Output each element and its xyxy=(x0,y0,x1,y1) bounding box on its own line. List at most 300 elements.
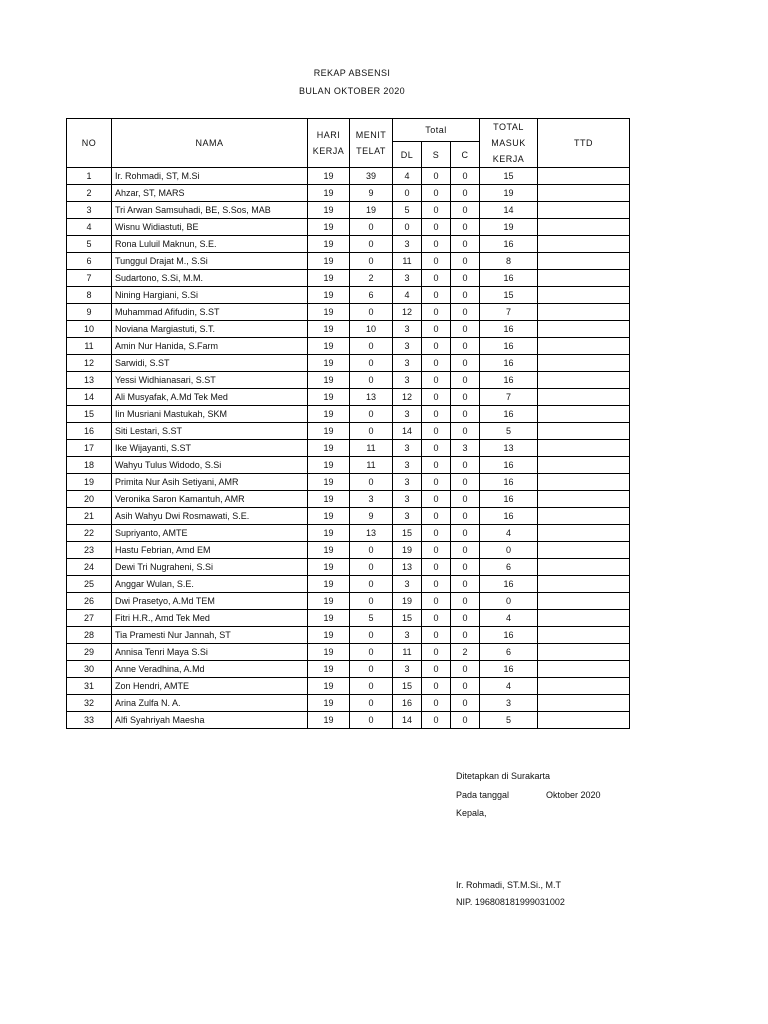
row-menit-telat: 11 xyxy=(350,440,393,457)
row-total-masuk: 15 xyxy=(480,168,538,185)
row-s: 0 xyxy=(422,372,451,389)
row-dl: 3 xyxy=(393,355,422,372)
row-c: 0 xyxy=(451,321,480,338)
row-dl: 19 xyxy=(393,542,422,559)
row-ttd xyxy=(538,644,630,661)
table-row xyxy=(67,695,630,712)
table-row xyxy=(67,406,630,423)
row-menit-telat: 2 xyxy=(350,270,393,287)
row-no: 10 xyxy=(67,321,112,338)
table-row xyxy=(67,338,630,355)
row-total-masuk: 13 xyxy=(480,440,538,457)
table-row xyxy=(67,389,630,406)
table-row xyxy=(67,457,630,474)
row-s: 0 xyxy=(422,389,451,406)
row-c: 0 xyxy=(451,491,480,508)
row-hari-kerja: 19 xyxy=(308,168,350,185)
header-c: C xyxy=(451,142,480,168)
row-s: 0 xyxy=(422,610,451,627)
row-no: 16 xyxy=(67,423,112,440)
row-c: 0 xyxy=(451,304,480,321)
row-no: 14 xyxy=(67,389,112,406)
row-s: 0 xyxy=(422,304,451,321)
row-s: 0 xyxy=(422,185,451,202)
row-dl: 4 xyxy=(393,287,422,304)
row-no: 17 xyxy=(67,440,112,457)
row-ttd xyxy=(538,559,630,576)
row-c: 0 xyxy=(451,610,480,627)
row-no: 32 xyxy=(67,695,112,712)
row-menit-telat: 0 xyxy=(350,219,393,236)
row-s: 0 xyxy=(422,474,451,491)
row-ttd xyxy=(538,440,630,457)
row-ttd xyxy=(538,542,630,559)
row-s: 0 xyxy=(422,338,451,355)
row-nama: Ahzar, ST, MARS xyxy=(112,185,308,202)
table-row xyxy=(67,576,630,593)
row-dl: 15 xyxy=(393,610,422,627)
row-menit-telat: 0 xyxy=(350,712,393,729)
row-total-masuk: 16 xyxy=(480,270,538,287)
row-hari-kerja: 19 xyxy=(308,661,350,678)
row-menit-telat: 11 xyxy=(350,457,393,474)
row-ttd xyxy=(538,508,630,525)
row-s: 0 xyxy=(422,712,451,729)
row-no: 25 xyxy=(67,576,112,593)
table-row xyxy=(67,610,630,627)
table-row xyxy=(67,185,630,202)
row-no: 24 xyxy=(67,559,112,576)
table-row xyxy=(67,423,630,440)
row-hari-kerja: 19 xyxy=(308,610,350,627)
row-hari-kerja: 19 xyxy=(308,644,350,661)
row-no: 8 xyxy=(67,287,112,304)
row-dl: 11 xyxy=(393,253,422,270)
header-menit-telat-line2: TELAT xyxy=(356,146,386,156)
row-hari-kerja: 19 xyxy=(308,542,350,559)
header-total: Total xyxy=(393,119,480,142)
table-row xyxy=(67,508,630,525)
row-menit-telat: 0 xyxy=(350,542,393,559)
row-no: 30 xyxy=(67,661,112,678)
row-hari-kerja: 19 xyxy=(308,576,350,593)
row-ttd xyxy=(538,593,630,610)
table-row xyxy=(67,627,630,644)
row-c: 0 xyxy=(451,508,480,525)
attendance-table xyxy=(66,118,630,729)
row-hari-kerja: 19 xyxy=(308,559,350,576)
row-nama: Veronika Saron Kamantuh, AMR xyxy=(112,491,308,508)
row-hari-kerja: 19 xyxy=(308,457,350,474)
row-ttd xyxy=(538,610,630,627)
row-c: 0 xyxy=(451,423,480,440)
row-menit-telat: 0 xyxy=(350,695,393,712)
row-menit-telat: 6 xyxy=(350,287,393,304)
row-dl: 12 xyxy=(393,304,422,321)
row-c: 0 xyxy=(451,253,480,270)
row-s: 0 xyxy=(422,219,451,236)
row-no: 13 xyxy=(67,372,112,389)
row-no: 3 xyxy=(67,202,112,219)
row-nama: Iin Musriani Mastukah, SKM xyxy=(112,406,308,423)
row-menit-telat: 9 xyxy=(350,508,393,525)
table-row xyxy=(67,474,630,491)
row-no: 28 xyxy=(67,627,112,644)
row-hari-kerja: 19 xyxy=(308,355,350,372)
row-hari-kerja: 19 xyxy=(308,287,350,304)
row-ttd xyxy=(538,695,630,712)
row-nama: Anne Veradhina, A.Md xyxy=(112,661,308,678)
row-c: 0 xyxy=(451,338,480,355)
row-menit-telat: 39 xyxy=(350,168,393,185)
row-ttd xyxy=(538,491,630,508)
table-row xyxy=(67,559,630,576)
row-c: 0 xyxy=(451,287,480,304)
row-ttd xyxy=(538,202,630,219)
row-nama: Wisnu Widiastuti, BE xyxy=(112,219,308,236)
row-hari-kerja: 19 xyxy=(308,695,350,712)
row-nama: Ike Wijayanti, S.ST xyxy=(112,440,308,457)
row-menit-telat: 0 xyxy=(350,236,393,253)
row-total-masuk: 19 xyxy=(480,185,538,202)
row-s: 0 xyxy=(422,236,451,253)
row-nama: Wahyu Tulus Widodo, S.Si xyxy=(112,457,308,474)
row-c: 0 xyxy=(451,525,480,542)
row-dl: 14 xyxy=(393,423,422,440)
row-no: 9 xyxy=(67,304,112,321)
header-s: S xyxy=(422,142,451,168)
row-c: 0 xyxy=(451,576,480,593)
row-no: 18 xyxy=(67,457,112,474)
row-ttd xyxy=(538,287,630,304)
row-s: 0 xyxy=(422,457,451,474)
row-total-masuk: 5 xyxy=(480,712,538,729)
row-total-masuk: 16 xyxy=(480,338,538,355)
row-hari-kerja: 19 xyxy=(308,202,350,219)
row-dl: 14 xyxy=(393,712,422,729)
row-c: 0 xyxy=(451,712,480,729)
document-title: REKAP ABSENSI xyxy=(313,68,391,78)
table-row xyxy=(67,270,630,287)
row-c: 0 xyxy=(451,389,480,406)
row-menit-telat: 0 xyxy=(350,627,393,644)
table-row xyxy=(67,202,630,219)
row-nama: Dwi Prasetyo, A.Md TEM xyxy=(112,593,308,610)
row-hari-kerja: 19 xyxy=(308,219,350,236)
row-c: 0 xyxy=(451,202,480,219)
row-c: 0 xyxy=(451,168,480,185)
row-menit-telat: 0 xyxy=(350,338,393,355)
row-dl: 3 xyxy=(393,457,422,474)
row-c: 0 xyxy=(451,185,480,202)
row-c: 0 xyxy=(451,372,480,389)
row-hari-kerja: 19 xyxy=(308,270,350,287)
row-menit-telat: 0 xyxy=(350,423,393,440)
row-total-masuk: 16 xyxy=(480,491,538,508)
row-c: 0 xyxy=(451,627,480,644)
row-ttd xyxy=(538,185,630,202)
row-ttd xyxy=(538,712,630,729)
row-dl: 3 xyxy=(393,372,422,389)
header-total-masuk-kerja xyxy=(480,119,538,168)
row-hari-kerja: 19 xyxy=(308,593,350,610)
row-nama: Tunggul Drajat M., S.Si xyxy=(112,253,308,270)
row-nama: Supriyanto, AMTE xyxy=(112,525,308,542)
row-ttd xyxy=(538,525,630,542)
row-no: 22 xyxy=(67,525,112,542)
row-total-masuk: 14 xyxy=(480,202,538,219)
row-nama: Dewi Tri Nugraheni, S.Si xyxy=(112,559,308,576)
signature-date-value: Oktober 2020 xyxy=(546,790,601,800)
row-hari-kerja: 19 xyxy=(308,474,350,491)
row-total-masuk: 7 xyxy=(480,304,538,321)
row-s: 0 xyxy=(422,321,451,338)
row-dl: 3 xyxy=(393,440,422,457)
row-menit-telat: 0 xyxy=(350,678,393,695)
row-ttd xyxy=(538,338,630,355)
row-hari-kerja: 19 xyxy=(308,338,350,355)
row-hari-kerja: 19 xyxy=(308,678,350,695)
row-s: 0 xyxy=(422,355,451,372)
row-no: 20 xyxy=(67,491,112,508)
row-total-masuk: 16 xyxy=(480,321,538,338)
table-row xyxy=(67,525,630,542)
table-row xyxy=(67,644,630,661)
row-s: 0 xyxy=(422,644,451,661)
row-dl: 0 xyxy=(393,219,422,236)
row-dl: 19 xyxy=(393,593,422,610)
row-c: 2 xyxy=(451,644,480,661)
row-total-masuk: 16 xyxy=(480,372,538,389)
row-s: 0 xyxy=(422,406,451,423)
row-c: 0 xyxy=(451,406,480,423)
row-no: 7 xyxy=(67,270,112,287)
row-menit-telat: 0 xyxy=(350,644,393,661)
row-ttd xyxy=(538,627,630,644)
row-s: 0 xyxy=(422,202,451,219)
row-dl: 3 xyxy=(393,576,422,593)
row-ttd xyxy=(538,270,630,287)
row-hari-kerja: 19 xyxy=(308,304,350,321)
row-menit-telat: 0 xyxy=(350,406,393,423)
row-dl: 3 xyxy=(393,474,422,491)
row-total-masuk: 19 xyxy=(480,219,538,236)
row-no: 1 xyxy=(67,168,112,185)
row-dl: 3 xyxy=(393,627,422,644)
row-dl: 3 xyxy=(393,270,422,287)
row-menit-telat: 0 xyxy=(350,576,393,593)
header-hari-kerja-line1: HARI xyxy=(316,130,341,140)
row-c: 0 xyxy=(451,678,480,695)
table-row xyxy=(67,678,630,695)
row-menit-telat: 13 xyxy=(350,389,393,406)
row-menit-telat: 0 xyxy=(350,593,393,610)
row-s: 0 xyxy=(422,253,451,270)
row-total-masuk: 16 xyxy=(480,406,538,423)
row-c: 0 xyxy=(451,695,480,712)
row-s: 0 xyxy=(422,695,451,712)
row-s: 0 xyxy=(422,423,451,440)
row-s: 0 xyxy=(422,168,451,185)
row-s: 0 xyxy=(422,491,451,508)
row-total-masuk: 6 xyxy=(480,644,538,661)
row-menit-telat: 19 xyxy=(350,202,393,219)
row-c: 0 xyxy=(451,219,480,236)
row-ttd xyxy=(538,423,630,440)
row-s: 0 xyxy=(422,508,451,525)
row-nama: Muhammad Afifudin, S.ST xyxy=(112,304,308,321)
row-s: 0 xyxy=(422,661,451,678)
row-no: 6 xyxy=(67,253,112,270)
signature-nip: NIP. 196808181999031002 xyxy=(456,897,565,907)
row-dl: 15 xyxy=(393,678,422,695)
row-s: 0 xyxy=(422,542,451,559)
row-ttd xyxy=(538,389,630,406)
row-total-masuk: 16 xyxy=(480,576,538,593)
row-nama: Rona Luluil Maknun, S.E. xyxy=(112,236,308,253)
row-nama: Fitri H.R., Amd Tek Med xyxy=(112,610,308,627)
header-total-masuk-line1: TOTAL xyxy=(493,122,524,132)
row-nama: Primita Nur Asih Setiyani, AMR xyxy=(112,474,308,491)
row-hari-kerja: 19 xyxy=(308,508,350,525)
row-ttd xyxy=(538,406,630,423)
row-hari-kerja: 19 xyxy=(308,389,350,406)
row-menit-telat: 10 xyxy=(350,321,393,338)
header-hari-kerja xyxy=(308,119,350,168)
row-dl: 13 xyxy=(393,559,422,576)
row-nama: Yessi Widhianasari, S.ST xyxy=(112,372,308,389)
row-total-masuk: 4 xyxy=(480,610,538,627)
document-subtitle: BULAN OKTOBER 2020 xyxy=(298,86,406,96)
table-row xyxy=(67,321,630,338)
row-hari-kerja: 19 xyxy=(308,491,350,508)
row-dl: 11 xyxy=(393,644,422,661)
row-hari-kerja: 19 xyxy=(308,406,350,423)
row-c: 0 xyxy=(451,355,480,372)
table-row xyxy=(67,661,630,678)
row-no: 12 xyxy=(67,355,112,372)
row-menit-telat: 5 xyxy=(350,610,393,627)
row-c: 3 xyxy=(451,440,480,457)
row-ttd xyxy=(538,321,630,338)
row-total-masuk: 16 xyxy=(480,457,538,474)
row-nama: Tia Pramesti Nur Jannah, ST xyxy=(112,627,308,644)
row-nama: Sudartono, S.Si, M.M. xyxy=(112,270,308,287)
header-menit-telat xyxy=(350,119,393,168)
row-dl: 0 xyxy=(393,185,422,202)
row-dl: 3 xyxy=(393,321,422,338)
row-s: 0 xyxy=(422,287,451,304)
row-no: 5 xyxy=(67,236,112,253)
row-no: 21 xyxy=(67,508,112,525)
header-hari-kerja-line2: KERJA xyxy=(312,146,345,156)
row-total-masuk: 0 xyxy=(480,542,538,559)
table-row xyxy=(67,712,630,729)
signature-date-label: Pada tanggal xyxy=(456,790,510,800)
row-s: 0 xyxy=(422,270,451,287)
row-dl: 3 xyxy=(393,406,422,423)
row-nama: Arina Zulfa N. A. xyxy=(112,695,308,712)
row-ttd xyxy=(538,678,630,695)
row-menit-telat: 0 xyxy=(350,355,393,372)
row-dl: 5 xyxy=(393,202,422,219)
row-nama: Alfi Syahriyah Maesha xyxy=(112,712,308,729)
row-ttd xyxy=(538,576,630,593)
table-row xyxy=(67,542,630,559)
row-c: 0 xyxy=(451,542,480,559)
row-dl: 16 xyxy=(393,695,422,712)
row-no: 31 xyxy=(67,678,112,695)
table-row xyxy=(67,219,630,236)
row-c: 0 xyxy=(451,559,480,576)
row-total-masuk: 7 xyxy=(480,389,538,406)
row-ttd xyxy=(538,661,630,678)
row-menit-telat: 0 xyxy=(350,253,393,270)
row-s: 0 xyxy=(422,678,451,695)
signature-place: Ditetapkan di Surakarta xyxy=(456,771,551,781)
row-no: 15 xyxy=(67,406,112,423)
row-hari-kerja: 19 xyxy=(308,321,350,338)
row-menit-telat: 0 xyxy=(350,559,393,576)
row-nama: Ir. Rohmadi, ST, M.Si xyxy=(112,168,308,185)
row-total-masuk: 5 xyxy=(480,423,538,440)
header-nama: NAMA xyxy=(112,119,308,168)
header-total-masuk-line2: MASUK xyxy=(491,138,526,148)
row-total-masuk: 15 xyxy=(480,287,538,304)
table-row xyxy=(67,593,630,610)
row-no: 27 xyxy=(67,610,112,627)
row-nama: Ali Musyafak, A.Md Tek Med xyxy=(112,389,308,406)
row-ttd xyxy=(538,355,630,372)
row-ttd xyxy=(538,168,630,185)
row-hari-kerja: 19 xyxy=(308,185,350,202)
row-total-masuk: 16 xyxy=(480,508,538,525)
row-s: 0 xyxy=(422,559,451,576)
table-row xyxy=(67,168,630,185)
row-c: 0 xyxy=(451,236,480,253)
row-ttd xyxy=(538,372,630,389)
row-menit-telat: 13 xyxy=(350,525,393,542)
row-ttd xyxy=(538,457,630,474)
row-no: 4 xyxy=(67,219,112,236)
row-total-masuk: 16 xyxy=(480,661,538,678)
row-s: 0 xyxy=(422,593,451,610)
row-s: 0 xyxy=(422,576,451,593)
attendance-rows xyxy=(67,168,630,729)
row-dl: 3 xyxy=(393,338,422,355)
row-no: 19 xyxy=(67,474,112,491)
row-no: 2 xyxy=(67,185,112,202)
row-hari-kerja: 19 xyxy=(308,712,350,729)
row-total-masuk: 8 xyxy=(480,253,538,270)
signature-role: Kepala, xyxy=(456,808,487,818)
row-menit-telat: 0 xyxy=(350,474,393,491)
row-nama: Noviana Margiastuti, S.T. xyxy=(112,321,308,338)
row-nama: Zon Hendri, AMTE xyxy=(112,678,308,695)
row-dl: 15 xyxy=(393,525,422,542)
row-nama: Amin Nur Hanida, S.Farm xyxy=(112,338,308,355)
row-menit-telat: 0 xyxy=(350,372,393,389)
row-s: 0 xyxy=(422,627,451,644)
header-menit-telat-line1: MENIT xyxy=(355,130,387,140)
table-row xyxy=(67,253,630,270)
row-total-masuk: 16 xyxy=(480,355,538,372)
row-hari-kerja: 19 xyxy=(308,627,350,644)
table-row xyxy=(67,304,630,321)
header-no: NO xyxy=(67,119,112,168)
row-total-masuk: 4 xyxy=(480,678,538,695)
signature-name: Ir. Rohmadi, ST.M.Si., M.T xyxy=(456,880,562,890)
